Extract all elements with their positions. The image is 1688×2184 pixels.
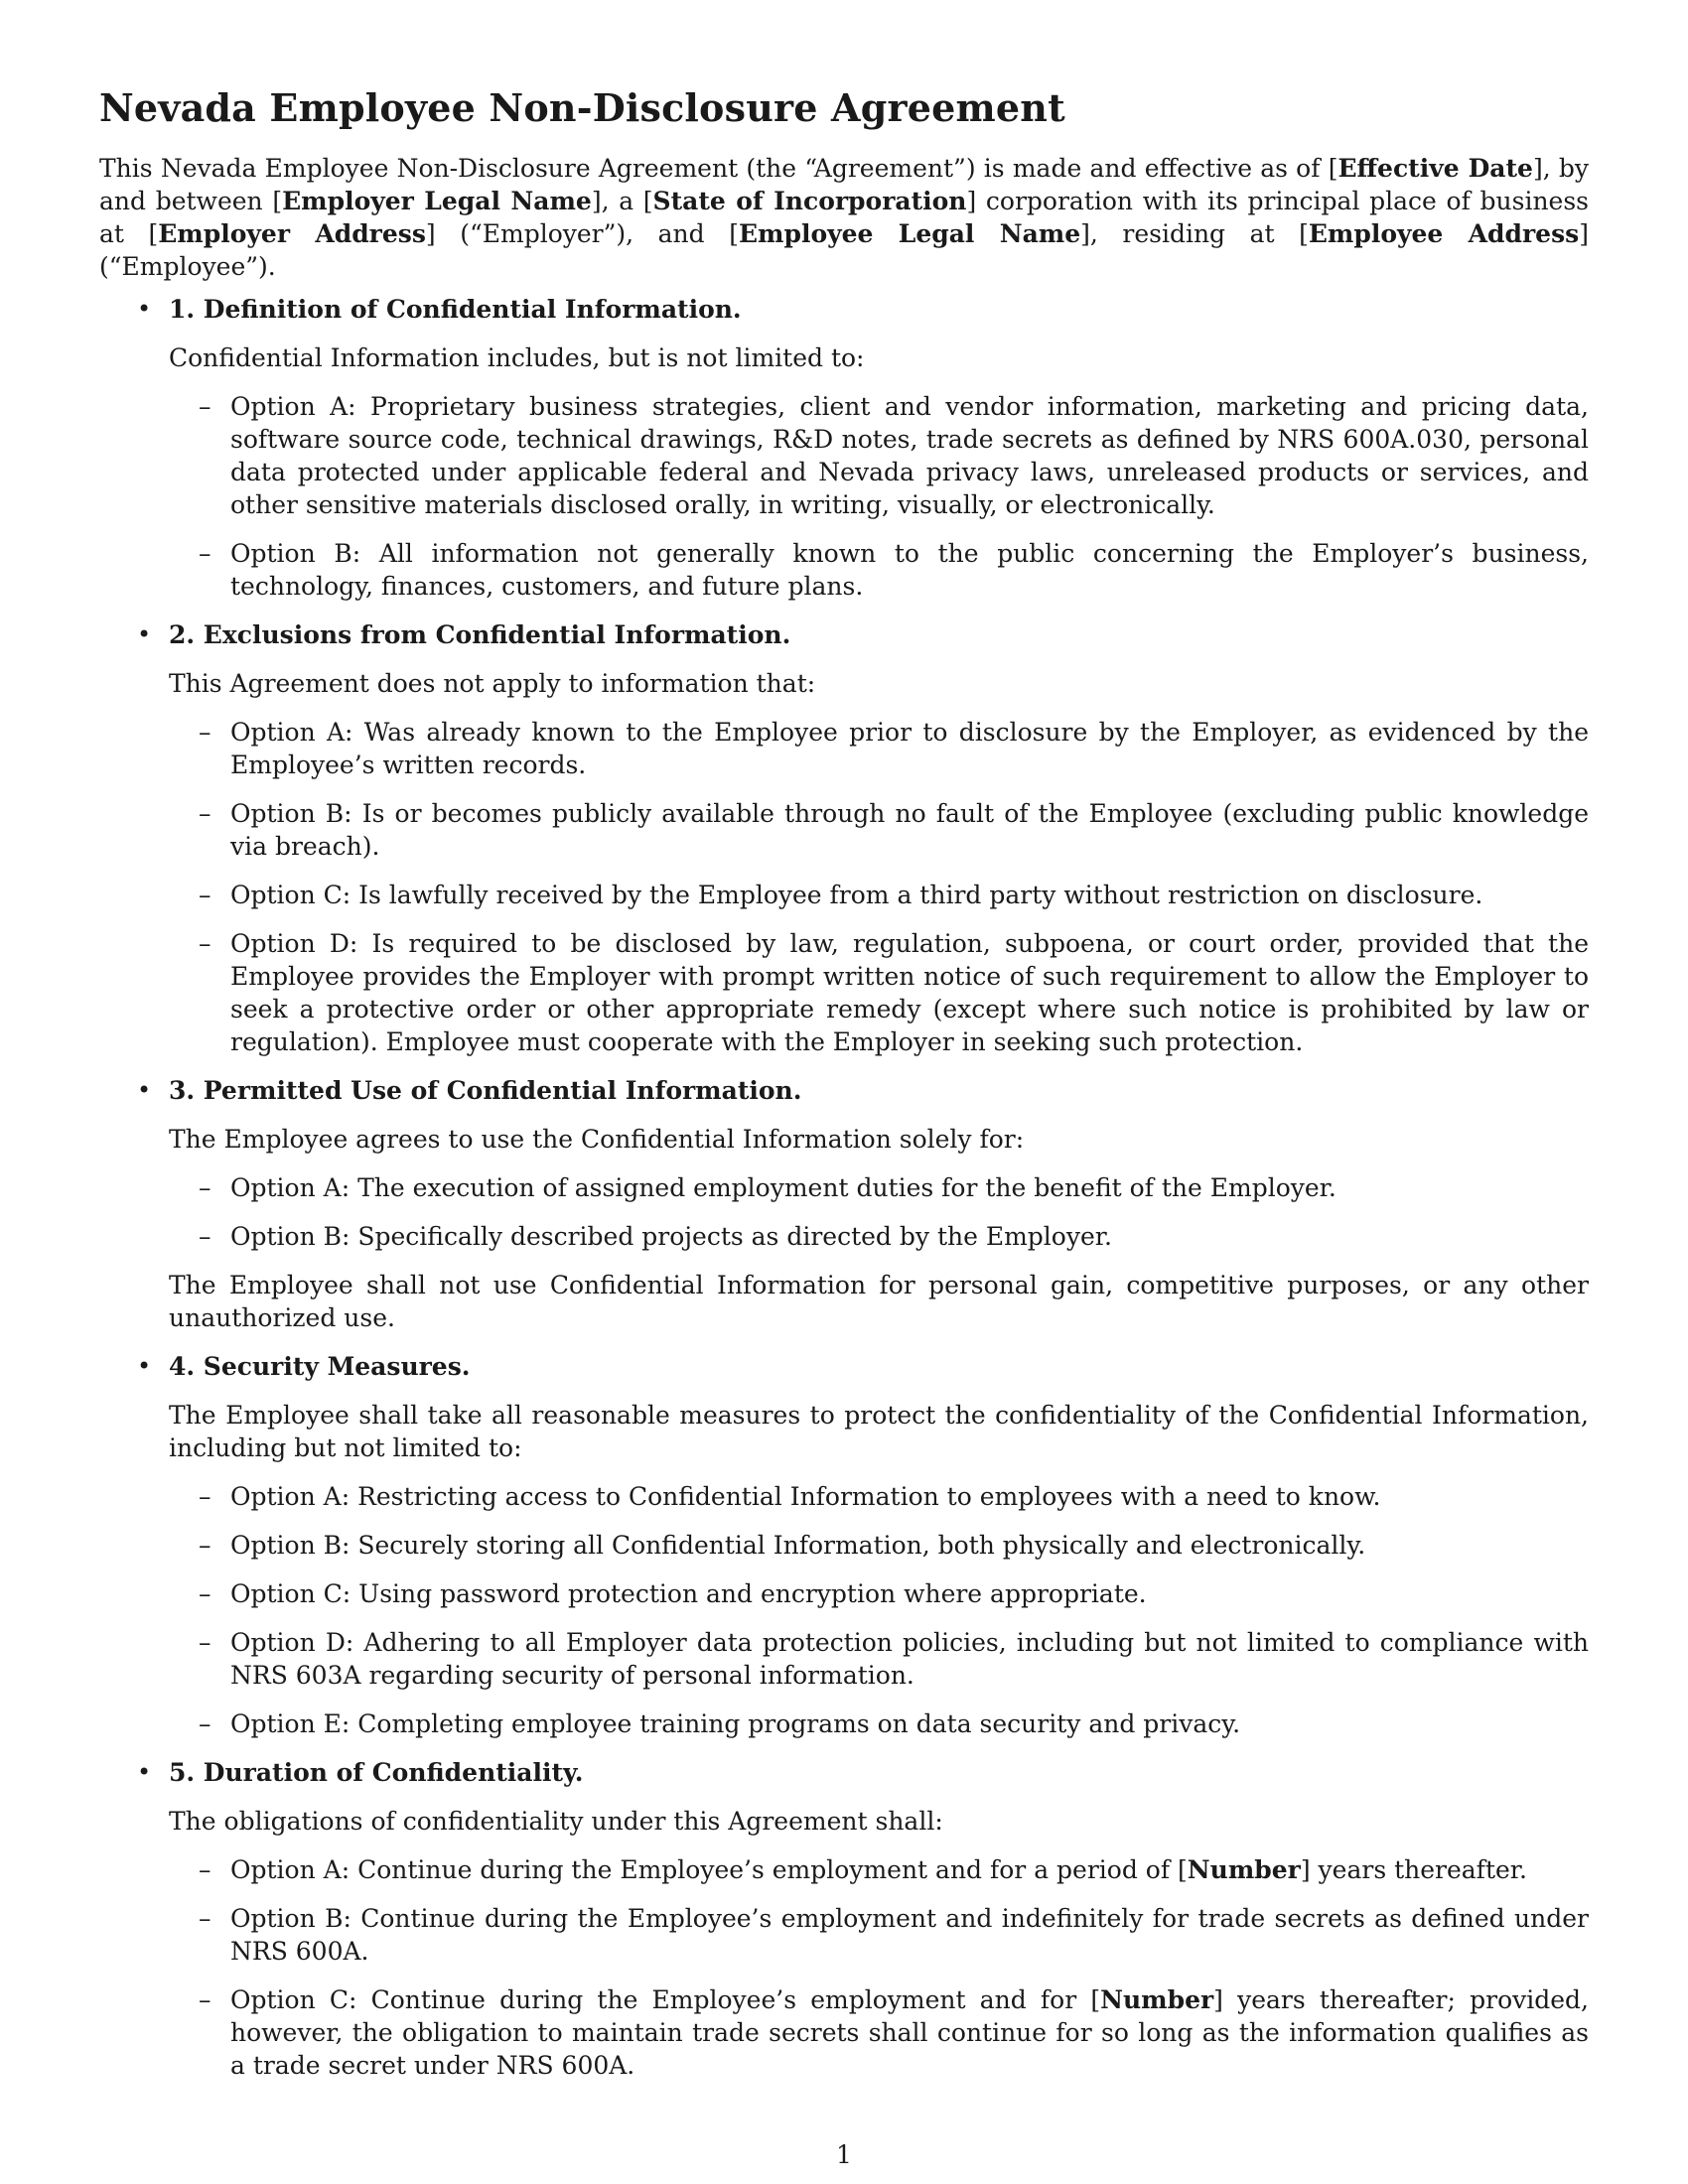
section-item	[99, 1756, 1589, 2082]
option-list	[169, 1171, 1589, 1253]
option-text: Option A: Was already known to the Employee prior to disclosure by the Employer, as evidenced by the Employee’s written records.	[230, 718, 1589, 779]
option-item	[169, 879, 1589, 911]
option-placeholder: Number	[1100, 1985, 1214, 2014]
intro-text: ] corporation with its principal place of business at [	[99, 187, 1590, 248]
option-item	[169, 1902, 1589, 1968]
intro-placeholder: Employer Address	[158, 219, 426, 248]
section-lead-text: The obligations of confidentiality under this Agreement shall:	[169, 1807, 943, 1836]
intro-text: This Nevada Employee Non-Disclosure Agreement (the “Agreement”) is made and effective as of [	[99, 154, 1338, 183]
option-text: Option A: Restricting access to Confidential Information to employees with a need to know.	[230, 1482, 1381, 1511]
section-heading: • 3. Permitted Use of Confidential Information.	[169, 1076, 802, 1105]
section-lead-text: This Agreement does not apply to information that:	[169, 669, 816, 698]
option-text: Option A: Proprietary business strategies, client and vendor information, marketing and pricing data, software source code, technical drawings, R&D notes, trade secrets as defined by NRS 600A.030, personal data protected under applicable federal and Nevada privacy laws, unreleased products or services, and other sensitive materials disclosed orally, in writing, visually, or electronically.	[230, 392, 1589, 519]
option-item	[169, 1480, 1589, 1513]
intro-text: ], residing at [	[1080, 219, 1309, 248]
option-text: Option C: Using password protection and encryption where appropriate.	[230, 1579, 1147, 1608]
option-text: ] years thereafter; provided, however, the obligation to maintain trade secrets shall continue for so long as the information qualifies as a trade secret under NRS 600A.	[230, 1985, 1589, 2080]
option-item	[169, 1853, 1589, 1886]
section-lead-text: The Employee shall take all reasonable measures to protect the confidentiality of the Confidential Information, including but not limited to:	[169, 1401, 1589, 1462]
section-heading: • 5. Duration of Confidentiality.	[169, 1758, 584, 1787]
option-item	[169, 390, 1589, 521]
section-item	[99, 293, 1589, 603]
section-note: The Employee shall not use Confidential Information for personal gain, competitive purposes, or any other unauthorized use.	[169, 1271, 1589, 1332]
section-item	[99, 1350, 1589, 1740]
intro-text: ], by and between [	[99, 154, 1590, 215]
option-item	[169, 1171, 1589, 1204]
option-text: Option A: The execution of assigned employment duties for the benefit of the Employer.	[230, 1173, 1336, 1202]
option-item	[169, 1220, 1589, 1253]
document-title: Nevada Employee Non-Disclosure Agreement	[99, 85, 1065, 130]
option-text: Option B: Specifically described projects as directed by the Employer.	[230, 1222, 1112, 1251]
option-list	[169, 716, 1589, 1058]
section-heading: • 2. Exclusions from Confidential Information.	[169, 620, 791, 649]
option-item	[169, 1983, 1589, 2082]
page-number: 1	[836, 2140, 852, 2169]
option-text: Option C: Is lawfully received by the Employee from a third party without restriction on disclosure.	[230, 881, 1483, 909]
option-item	[169, 927, 1589, 1058]
option-list	[169, 1480, 1589, 1740]
intro-placeholder: Employee Address	[1308, 219, 1580, 248]
intro-placeholder: Employer Legal Name	[282, 187, 592, 215]
section-heading: • 4. Security Measures.	[169, 1352, 471, 1381]
section-lead-text: Confidential Information includes, but is not limited to:	[169, 343, 865, 372]
section-list	[99, 293, 1589, 2082]
option-text: Option B: All information not generally known to the public concerning the Employer’s business, technology, finances, customers, and future plans.	[230, 539, 1589, 601]
option-list	[169, 1853, 1589, 2082]
option-item	[169, 1577, 1589, 1610]
intro-paragraph	[99, 152, 1589, 283]
intro-placeholder: Employee Legal Name	[738, 219, 1081, 248]
option-item	[169, 1626, 1589, 1692]
option-text: Option B: Is or becomes publicly available through no fault of the Employee (excluding public knowledge via breach).	[230, 799, 1589, 861]
option-text: ] years thereafter.	[1300, 1855, 1527, 1884]
option-text: Option B: Continue during the Employee’s employment and indefinitely for trade secrets as defined under NRS 600A.	[230, 1904, 1589, 1966]
option-text: Option E: Completing employee training programs on data security and privacy.	[230, 1709, 1241, 1738]
option-text: Option D: Is required to be disclosed by law, regulation, subpoena, or court order, provided that the Employee provides the Employer with prompt written notice of such requirement to allow the Employer to seek a protective order or other appropriate remedy (except where such notice is prohibited by law or regulation). Employee must cooperate with the Employer in seeking such protection.	[230, 929, 1589, 1056]
intro-text: ] (“Employer”), and [	[425, 219, 739, 248]
option-item	[169, 716, 1589, 781]
section-item	[99, 618, 1589, 1058]
section-lead-text: The Employee agrees to use the Confidential Information solely for:	[169, 1125, 1025, 1154]
option-text: Option B: Securely storing all Confidential Information, both physically and electronically.	[230, 1531, 1366, 1560]
option-item	[169, 1707, 1589, 1740]
section-item	[99, 1074, 1589, 1334]
option-list	[169, 390, 1589, 603]
intro-placeholder: State of Incorporation	[652, 187, 967, 215]
option-text: Option A: Continue during the Employee’s employment and for a period of [	[230, 1855, 1188, 1884]
option-item	[169, 797, 1589, 863]
intro-text: ] (“Employee”).	[99, 219, 1589, 281]
option-text: Option C: Continue during the Employee’s employment and for [	[230, 1985, 1101, 2014]
section-heading: • 1. Definition of Confidential Information.	[169, 295, 742, 324]
intro-placeholder: Effective Date	[1337, 154, 1533, 183]
option-text: Option D: Adhering to all Employer data protection policies, including but not limited to compliance with NRS 603A regarding security of personal information.	[230, 1628, 1589, 1690]
option-placeholder: Number	[1187, 1855, 1301, 1884]
document-page	[99, 85, 1589, 2098]
option-item	[169, 1529, 1589, 1562]
option-item	[169, 537, 1589, 603]
intro-text: ], a [	[591, 187, 653, 215]
